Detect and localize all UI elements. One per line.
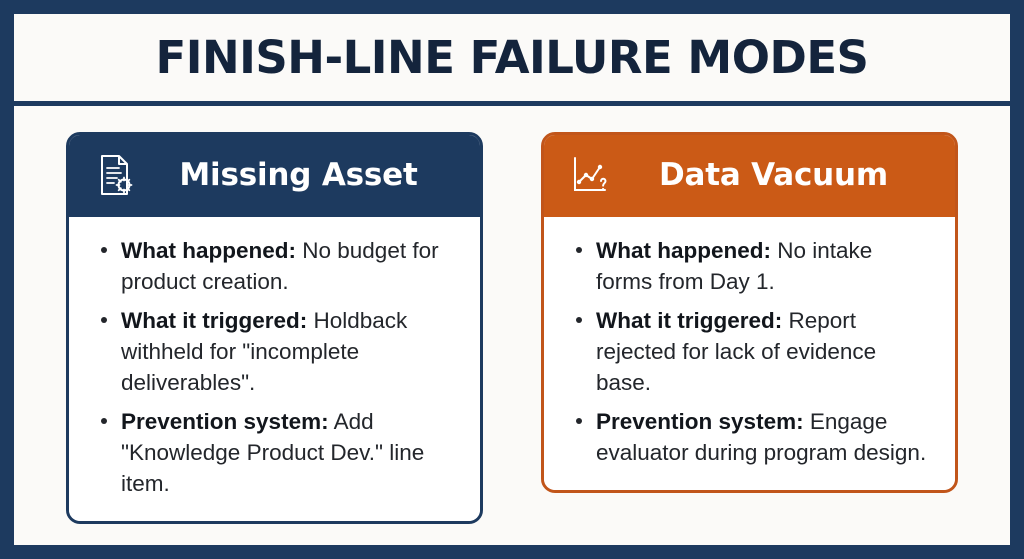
line-chart-question-icon	[568, 152, 614, 198]
point-label: What happened:	[121, 238, 296, 263]
point-text: No intake forms from Day 1.	[596, 238, 873, 295]
list-item	[117, 305, 458, 398]
cards-container	[14, 106, 1010, 545]
list-item	[592, 235, 933, 297]
list-item	[117, 235, 458, 297]
point-text: Engage evaluator during program design.	[596, 409, 927, 466]
point-label: Prevention system:	[596, 409, 804, 435]
document-gear-icon	[93, 152, 139, 198]
title-bar	[14, 14, 1010, 106]
slide-inner	[14, 14, 1010, 545]
point-text: Holdback withheld for "incomplete deliverables".	[121, 308, 408, 396]
card-title: Missing Asset	[179, 156, 418, 193]
list-item	[117, 406, 458, 499]
point-text: Report rejected for lack of evidence base.	[596, 308, 877, 396]
card-missing-asset	[66, 132, 483, 524]
point-text: Add "Knowledge Product Dev." line item.	[121, 409, 425, 497]
point-list	[91, 235, 458, 499]
card-title: Data Vacuum	[658, 156, 888, 193]
page-title: FINISH-LINE FAILURE MODES	[155, 31, 869, 84]
card-body	[69, 217, 480, 521]
point-text: No budget for product creation.	[121, 238, 439, 295]
card-data-vacuum	[541, 132, 958, 493]
list-item	[592, 305, 933, 398]
point-label: What happened:	[596, 238, 771, 263]
card-body	[544, 217, 955, 490]
point-label: What it triggered:	[121, 308, 308, 334]
point-list	[566, 235, 933, 468]
card-header	[544, 135, 955, 217]
card-header	[69, 135, 480, 217]
list-item	[592, 406, 933, 468]
point-label: What it triggered:	[596, 308, 783, 334]
point-label: Prevention system:	[121, 409, 329, 435]
